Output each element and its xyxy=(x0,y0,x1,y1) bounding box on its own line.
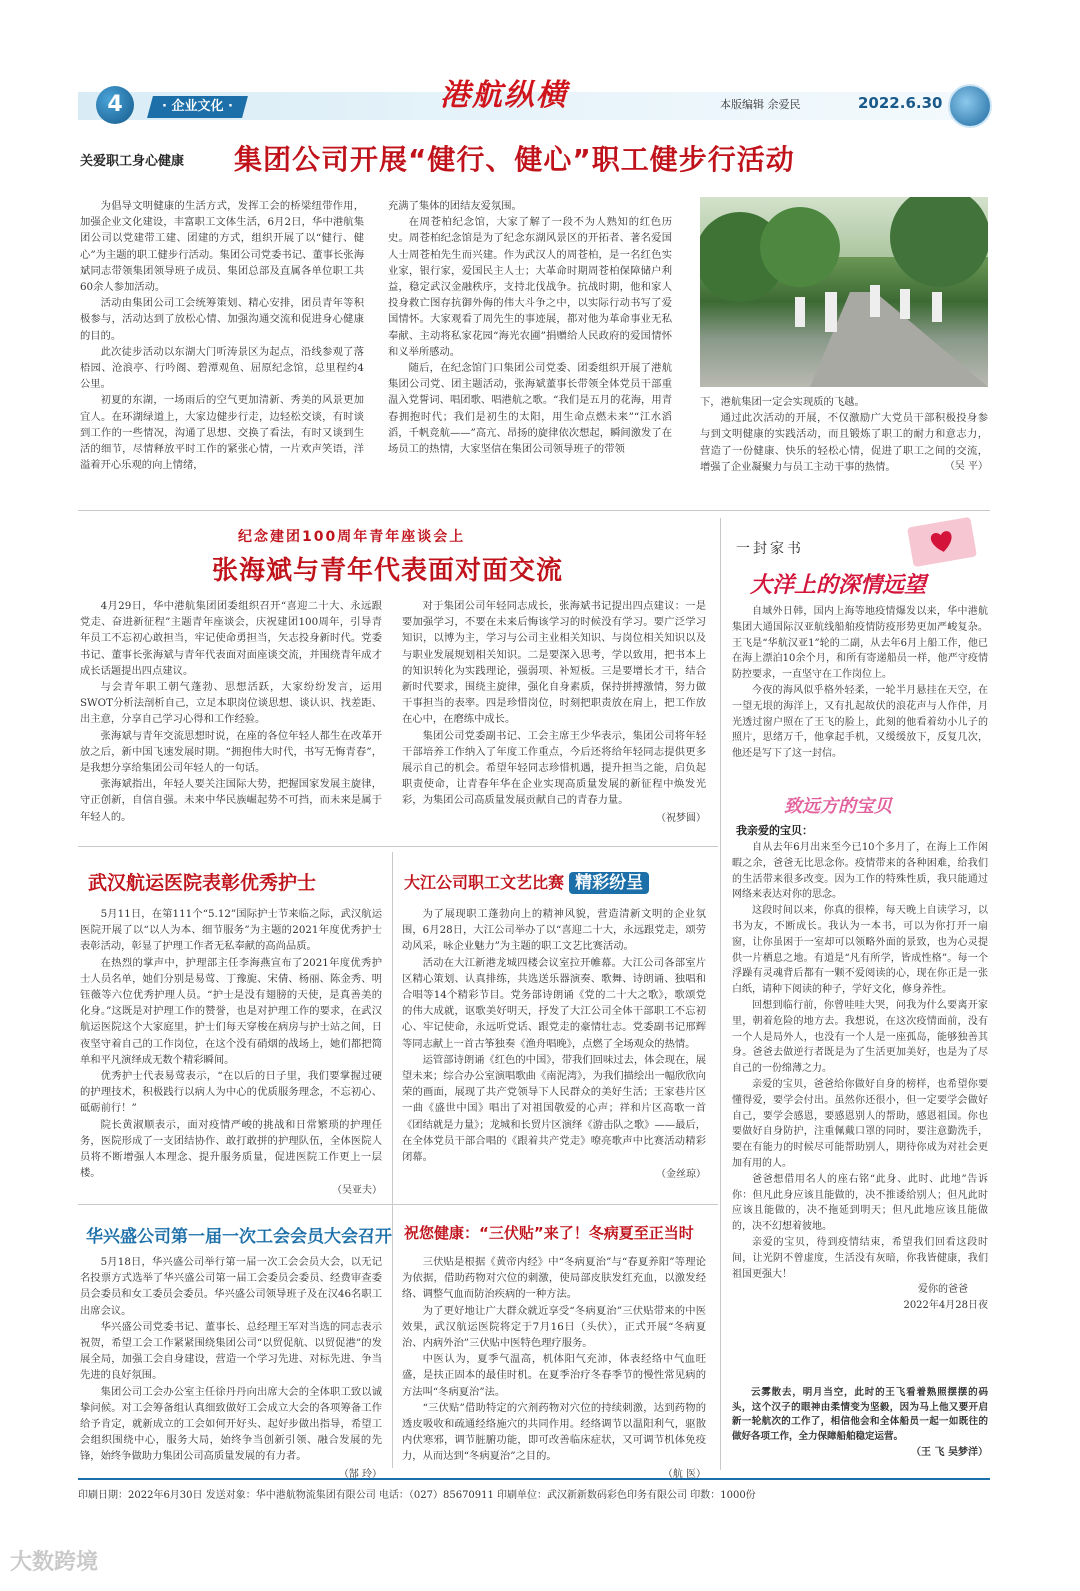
youth-col-2 xyxy=(402,598,706,827)
paragraph: 这段时间以来，你真的很棒，每天晚上自读学习，以书为友，不断成长。我认为一本书，可以为你打开一扇窗，让你虽困于一室却可以领略外面的景致，也为心灵提供一片栖息之地。有道是“凡有所学，皆成性格”。每一个浮躁有灵魂背后都有一颗不爱阅读的心，现在你正是一张白纸，请种下阅读的种子，学好文化，修身养性。 xyxy=(732,905,988,996)
youth-title: 张海斌与青年代表面对面交流 xyxy=(212,556,564,586)
paragraph: 为了展现职工蓬勃向上的精神风貌，营造清新文明的企业氛围，6月28日，大江公司举办了以“喜迎二十大，永远跟党走，颂劳动风采，咏企业魅力”为主题的职工文艺比赛活动。 xyxy=(402,908,706,953)
paragraph: 5月11日，在第111个“5.12”国际护士节来临之际，武汉航运医院开展了以“以人为本、细节服务”为主题的2021年度优秀护士表彰活动，彰显了护理工作者无私奉献的高尚品质。 xyxy=(80,908,382,953)
letter-title: 大洋上的深情远望 xyxy=(750,573,927,598)
divider xyxy=(392,852,393,1468)
lead-col-2 xyxy=(388,198,672,457)
walking-event-photo xyxy=(700,197,988,387)
section-label: · 企业文化 · xyxy=(162,99,233,114)
paragraph: 张海斌与青年交流思想时说，在座的各位年轻人都生在改革开放之后，新中国飞速发展时期。“拥抱伟大时代，书写无悔青春”，是我想分享给集团公司年轻人的一句话。 xyxy=(80,729,382,775)
divider xyxy=(78,1204,718,1205)
paragraph: 活动在大江新港龙城四楼会议室拉开帷幕。大江公司各部室片区精心策划、认真排练，共选送乐器演奏、歌舞、诗朗诵、独唱和合唱等14个精彩节目。党务部诗朗诵《党的二十大之歌》，歌颂党的伟大成就，讴歌美好明天，抒发了大江公司全体干部职工不忘初心、牢记使命，永远听党话、跟党走的豪情壮志。党委副书记邢辉等同志献上一首古筝独奏《渔舟唱晚》，点燃了全场观众的热情。 xyxy=(402,956,706,1050)
divider xyxy=(78,846,718,847)
heart-icon xyxy=(907,517,977,568)
page-number: 4 xyxy=(96,86,134,124)
paragraph: 随后，在纪念馆门口集团公司党委、团委组织开展了港航集团公司党、团主题活动，张海斌董事长带领全体党员干部重温入党誓词、唱团歌、唱港航之歌。“我们是五月的花海，用青春拥抱时代；我们是初生的太阳，用生命点燃未来”“江水滔滔，千帆竞航——”高亢、昂扬的旋律依次想起，瞬间激发了在场员工的热情，大家坚信在集团公司领导班子的带领 xyxy=(388,362,672,456)
paragraph: 自域外日韩，国内上海等地疫情爆发以来，华中港航集团大通国际汉亚航线船舶疫情防疫形势更加严峻复杂。王飞是“华航汉亚1”轮的二副，从去年6月上船工作，他已在海上漂泊10余个月，和所有寄递船员一样，他严守疫情防控要求，一直坚守在工作岗位上。 xyxy=(732,606,988,681)
envelope-icon xyxy=(907,517,977,568)
letter-body xyxy=(732,840,988,1314)
dajiang-title-badge: 精彩纷呈 xyxy=(569,872,649,894)
paragraph: 集团公司工会办公室主任徐丹丹向出席大会的全体职工致以诚挚问候。对工会筹备组认真细致做好工会成立大会的各项筹备工作给予肯定，就新成立的工会如何开好头、起好步做出指导，希望工会组织围绕中心，服务大局，始终争当创新引领、融合发展的先锋，始终争做助力集团公司高质量发展的有力者。 xyxy=(80,1385,382,1463)
byline: （郜 玲） xyxy=(338,1468,382,1480)
nurse-title: 武汉航运医院表彰优秀护士 xyxy=(88,872,317,894)
lead-title: 集团公司开展“健行、健心”职工健步行活动 xyxy=(234,143,795,176)
letter-signoff: 爱你的爸爸 xyxy=(918,1284,968,1296)
globe-logo-icon xyxy=(948,84,992,128)
masthead: 港航纵横 xyxy=(440,78,568,113)
dajiang-title xyxy=(404,868,649,893)
section-tag xyxy=(147,96,248,118)
paragraph: 为了更好地让广大群众就近享受“冬病夏治”三伏贴带来的中医效果，武汉航运医院将定于7月16日（头伏），正式开展“冬病夏治、内病外治”三伏贴中医特色理疗服务。 xyxy=(402,1304,706,1350)
paragraph: 集团公司党委副书记、工会主席王少华表示，集团公司将年轻干部培养工作纳入了年度工作重点，今后还将给年轻同志提供更多展示自己的机会。希望年轻同志珍惜机遇，提升担当之能，启负起职责使命，让青春年华在企业实现高质量发展的新征程中焕发光彩，为集团公司高质量发展贡献自己的青春力量。 xyxy=(402,729,706,807)
byline: （王 飞 吴梦洋） xyxy=(911,1447,988,1458)
byline: （吴 平） xyxy=(944,461,988,473)
paragraph: 优秀护士代表易莺表示，“在以后的日子里，我们要掌握过硬的护理技术，积极践行以病人为中心的优质服务理念，不忘初心、砥砺前行！” xyxy=(80,1070,382,1115)
paragraph: 张海斌指出，年轻人要关注国际大势，把握国家发展主旋律，守正创新，自信自强。未来中华民族崛起势不可挡，而未来是属于年轻人的。 xyxy=(80,778,382,823)
byline: （金丝琼） xyxy=(656,1169,706,1181)
letter-greeting: 我亲爱的宝贝： xyxy=(736,824,813,837)
editor-credit: 本版编辑 余爱民 xyxy=(720,98,801,111)
paragraph: 与会青年职工朝气蓬勃、思想活跃，大家纷纷发言，运用SWOT分析法剖析自己，立足本职岗位谈思想、谈认识、找差距、出主意，分享自己学习心得和工作经验。 xyxy=(80,681,382,726)
paragraph: 4月29日，华中港航集团团委组织召开“喜迎二十大、永远跟党走、奋进新征程”主题青年座谈会，庆祝建团100周年，引导青年员工不忘初心敢担当，牢记使命勇担当，矢志投身新时代。党委书记、董事长张海斌与青年代表面对面座谈交流，并围绕青年成才成长话题提出四点建议。 xyxy=(80,600,382,677)
nurse-body xyxy=(80,906,382,1200)
dajiang-title-main: 大江公司职工文艺比赛 xyxy=(404,873,565,892)
lead-kicker: 关爱职工身心健康 xyxy=(80,154,185,169)
paragraph: 在周苍柏纪念馆，大家了解了一段不为人熟知的红色历史。周苍柏纪念馆是为了纪念东湖风景区的开拓者、著名爱国人士周苍柏先生而兴建。作为武汉人的周苍柏，是一名红色实业家，银行家，爱国民主人士；大革命时期周苍柏保障储户利益，稳定武汉金融秩序，支持北伐战争。抗战时期，他和家人投身救亡图存抗御外侮的伟大斗争之中，以实际行动书写了爱国情怀。大家观看了周先生的事迹展，都对他为革命事业无私奉献、主动将私家花园“海光农圃”捐赠给人民政府的爱国情怀和义举所感动。 xyxy=(388,216,672,358)
paragraph: 初夏的东湖，一场雨后的空气更加清新、秀美的风景更加宜人。在环湖绿道上，大家边健步行走，边轻松交谈，有时谈到工作的一些情况，沟通了思想、交换了看法，有时又谈到生活的细节，尽情释放平时工作的紧张心情，一片欢声笑语，洋溢着开心乐观的向上情绪， xyxy=(80,394,364,472)
youth-kicker: 纪念建团100周年青年座谈会上 xyxy=(238,529,466,545)
paragraph: 运管部诗朗诵《红色的中国》，带我们回味过去，体会现在，展望未来；综合办公室演唱歌曲《南泥湾》，为我们描绘出一幅欣欣向荣的画面，展现了共产党领导下人民群众的美好生活；王家巷片区一曲《盛世中国》唱出了对祖国敬爱的心声；祥和片区高歌一首《团结就是力量》；龙城和长贸片区演绎《游击队之歌》——最后，在全体党员干部合唱的《跟着共产党走》嘹亮歌声中比赛活动精彩闭幕。 xyxy=(402,1053,706,1164)
paragraph: 华兴盛公司党委书记、董事长、总经理王军对当选的同志表示祝贺，希望工会工作紧紧围绕集团公司“以贸促航、以贸促港”的发展全局，加强工会自身建设，营造一个学习先进、对标先进、争当先进的良好氛围。 xyxy=(80,1320,382,1382)
watermark: 大数跨境 xyxy=(10,1550,99,1575)
paragraph: 院长黄淑顺表示，面对疫情严峻的挑战和日常繁琐的护理任务，医院形成了一支团结协作、敢打敢拼的护理队伍，全体医院人员将不断增强人本理念、提升服务质量，促进医院工作更上一层楼。 xyxy=(80,1118,382,1180)
photo-illustration xyxy=(700,197,988,387)
letter-label: 一封家书 xyxy=(736,541,804,557)
sanfu-title: 祝您健康：“三伏贴”来了！冬病夏至正当时 xyxy=(404,1224,694,1242)
letter-subtitle: 致远方的宝贝 xyxy=(784,796,892,817)
paragraph: 为倡导文明健康的生活方式，发挥工会的桥梁纽带作用，加强企业文化建设，丰富职工文体生活，6月2日，华中港航集团公司以党建带工建、团建的方式，组织开展了以“健行、健心”为主题的职工健步行活动。集团公司党委书记、董事长张海斌同志带领集团领导班子成员、集团总部及直属各单位职工共60余人参加活动。 xyxy=(80,200,364,294)
paragraph: 亲爱的宝贝，爸爸给你做好自身的榜样，也希望你要懂得爱，要学会付出。虽然你还很小，但一定要学会做好自己，要学会感恩，要感恩别人的帮助，感恩祖国。你也要做好自身防护，注重佩戴口罩的同时，要注意勤洗手，要在有能力的时候尽可能帮助别人，期待你成为对社会更加有用的人。 xyxy=(732,1078,988,1169)
paragraph: 自从去年6月出来至今已10个多月了，在海上工作闲暇之余，爸爸无比思念你。疫情带来的各种困难，给我们的生活带来很多改变。因为工作的特殊性质，我只能通过网络来表达对你的思念。 xyxy=(732,842,988,901)
paragraph: 活动由集团公司工会统筹策划、精心安排，团员青年等积极参与，活动达到了放松心情、加强沟通交流和促进身心健康的目的。 xyxy=(80,297,364,342)
issue-date: 2022.6.30 xyxy=(858,94,943,112)
letter-outro xyxy=(732,1386,988,1461)
divider xyxy=(78,510,990,511)
paragraph: “三伏贴”借助特定的穴剂药物对穴位的持续刺激，达到药物的透皮吸收和疏通经络施穴的共同作用。经络调节以温阳利气，驱散内伏寒邪，调节脏腑功能，即可改善临床症状，又可调节机体免疫力，从而达到“冬病夏治”之目的。 xyxy=(402,1401,706,1463)
paragraph: 充满了集体的团结友爱氛围。 xyxy=(388,200,522,212)
byline: （祝梦圆） xyxy=(656,812,706,824)
paragraph: 云雾散去，明月当空，此时的王飞看着熟照摆摆的码头，这个汉子的眼神由柔情变为坚毅，因为马上他又要开启新一轮航次的工作了，相信他会和全体船员一起一如既往的做好各项工作，全力保障船舶稳定运营。 xyxy=(732,1387,988,1442)
paragraph: 回想到临行前，你曾哇哇大哭，问我为什么要离开家里，朝着危险的地方去。我想说，在这次疫情面前，没有一个人是局外人，也没有一个人是一座孤岛，能够独善其身。爸爸去做逆行者既是为了生活更加美好，也是为了尽自己的一份绵薄之力。 xyxy=(732,999,988,1075)
lead-col-3 xyxy=(700,394,988,475)
sanfu-body xyxy=(402,1254,706,1483)
paragraph: 三伏贴是根据《黄帝内经》中“冬病夏治”与“春夏养阳”等理论为依据，借助药物对穴位的刺激，使局部皮肤发红充血，以激发经络、调整气血而防治疾病的一种方法。 xyxy=(402,1256,706,1301)
paragraph: 亲爱的宝贝，待到疫情结束，希望我们回看这段时间，让光阴不曾虚度，生活没有灰暗，你我皆健康，我们祖国更强大！ xyxy=(732,1236,988,1280)
paragraph: 今夜的海风似乎格外轻柔，一轮半月悬挂在天空，在一望无垠的海洋上，又有扎起故伏的浪花声与人作伴，月光透过窗户照在了王飞的脸上，此刻的他看着幼小儿子的照片，思绪万千，他拿起手机，又缓缓放下，反复几次，他还是写下了这一封信。 xyxy=(732,684,988,760)
paragraph: 下，港航集团一定会实现质的飞越。 xyxy=(700,396,865,408)
paragraph: 通过此次活动的开展，不仅激励广大党员干部积极投身参与到文明健康的实践活动，而且锻炼了职工的耐力和意志力，营造了一份健康、快乐的轻松心情，促进了职工之间的交流，增强了企业凝聚力与员工主动干事的热情。 xyxy=(700,412,988,473)
paragraph: 5月18日，华兴盛公司举行第一届一次工会会员大会，以无记名投票方式选举了华兴盛公司第一届工会委员会委员、经费审查委员会委员和女工委员会委员。华兴盛公司领导班子及在汉46名职工出席会议。 xyxy=(80,1256,382,1317)
dajiang-body xyxy=(402,906,706,1183)
huaxing-body xyxy=(80,1254,382,1483)
footer: 印刷日期：2022年6月30日 发送对象：华中港航物流集团有限公司 电话：（027）85670911 印刷单位：武汉新新数码彩色印务有限公司 印数：1000份 xyxy=(78,1478,990,1501)
paragraph: 此次徒步活动以东湖大门听涛景区为起点，沿线参观了落梧园、沧浪亭、行吟阁、碧潭观鱼、屈原纪念馆，总里程约4公里。 xyxy=(80,345,364,391)
letter-intro xyxy=(732,604,988,762)
paragraph: 对于集团公司年轻同志成长，张海斌书记提出四点建议：一是要加强学习，不要在未来后悔该学习的时候没有学习。要广泛学习知识，以博为主，学习与公司主业相关知识、与岗位相关知识以及与职业发展规划相关知识。二是要深入思考，学以致用，把书本上的知识转化为实践理论，强弱项、补短板。三是要增长才干，结合新时代要求，围绕主旋律，强化自身素质，保持拼搏激情，努力做干事担当的表率。四是珍惜岗位，时刻把职责放在肩上，把工作放在心中，在磨练中成长。 xyxy=(402,600,706,726)
paragraph: 爸爸想借用名人的座右铭“此身、此时、此地”告诉你：但凡此身应该且能做的，决不推诿给别人；但凡此时应该且能做的，决不拖延到明天；但凡此地应该且能做的，决不幻想着彼地。 xyxy=(732,1173,988,1233)
byline: （吴亚夫） xyxy=(332,1185,382,1197)
lead-col-1 xyxy=(80,198,364,473)
divider xyxy=(720,518,721,1470)
byline: （航 医） xyxy=(662,1468,706,1480)
paragraph: 在热烈的掌声中，护理部主任李海燕宣布了2021年度优秀护士人员名单，她们分别是易莺、丁豫旎、宋倩、杨丽、陈金秀、明钰薇等六位优秀护理人员。“护士是没有翅膀的天使，是真善美的化身。”这既是对护理工作的赞誉，也是对护理工作的要求，在武汉航运医院这个大家庭里，护士们每天穿梭在病房与护士站之间，日夜坚守着自己的工作岗位，在这个没有硝烟的战场上，她们都把简单和平凡演绎成无数个精彩瞬间。 xyxy=(80,956,382,1066)
huaxing-title: 华兴盛公司第一届一次工会会员大会召开 xyxy=(86,1227,392,1247)
letter-date: 2022年4月28日夜 xyxy=(903,1300,988,1312)
paragraph: 中医认为，夏季气温高，机体阳气充沛，体表经络中气血旺盛，是扶正固本的最佳时机。在夏季治疗冬春季节的慢性常见病的方法叫“冬病夏治”法。 xyxy=(402,1353,706,1398)
youth-col-1 xyxy=(80,598,382,825)
